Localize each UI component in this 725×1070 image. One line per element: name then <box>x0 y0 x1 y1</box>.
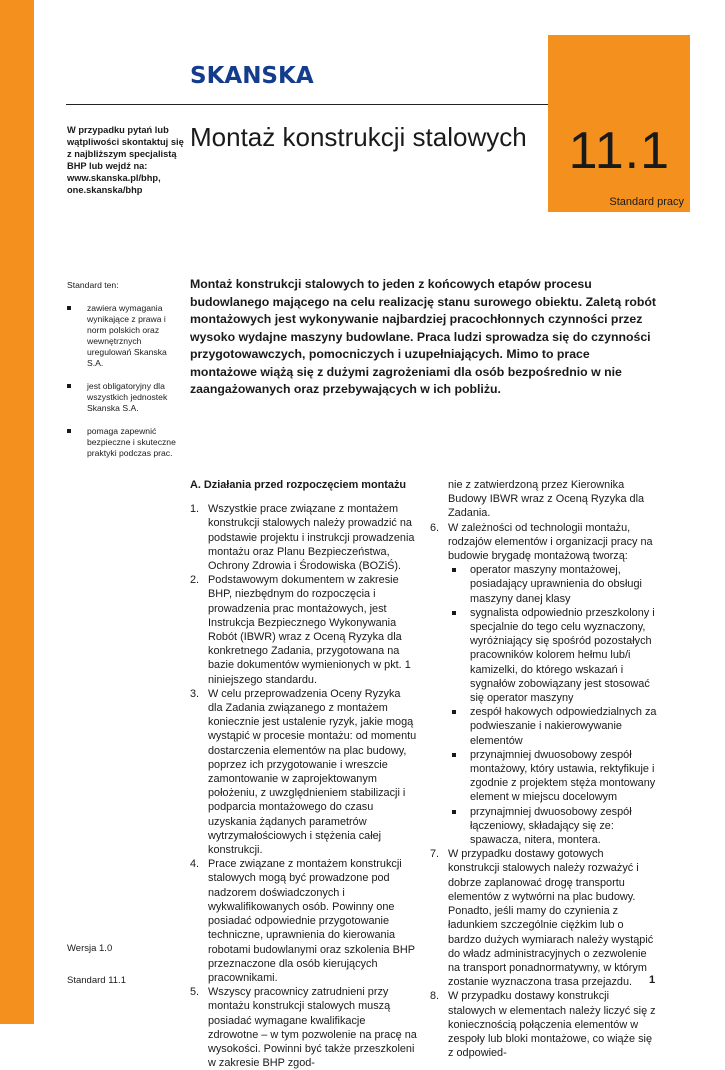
intro-paragraph: Montaż konstrukcji stalowych to jeden z końcowych etapów procesu budowlanego mającego na celu realizację stanu surowego obiektu. Zaletą robót montażowych jest wykonywanie najbardziej pracochłonnych czynności przez wysoko wydajne maszyny budowlane. Praca ludzi sprowadza się do czynności przygotowawczych, pomocniczych i uzupełniających. Mimo to prace montażowe wiążą się z dużymi zagrożeniami dla osób bezpośrednio w nie zaangażowanych oraz przebywających w ich pobliżu. <box>190 277 657 396</box>
list-item: 1. Wszystkie prace związane z montażem konstrukcji stalowych należy prowadzić na podstawie projektu i instrukcji prowadzenia montażu oraz Planu Bezpieczeństwa, Ochrony Zdrowia i Środowiska (BOZiŚ). <box>190 503 415 573</box>
bullet-icon <box>452 568 456 572</box>
sidebar-heading: Standard ten: <box>67 280 119 290</box>
standard-number: 11.1 <box>568 122 670 180</box>
bullet-icon <box>452 611 456 615</box>
list-item: 5. Wszyscy pracownicy zatrudnieni przy montażu konstrukcji stalowych muszą posiadać wymagane kwalifikacje zdrowotne – w tym pozwolenie na pracę na wysokości. Powinni być także przeszkoleni w zakresie BHP zgod- <box>190 986 417 1070</box>
list-item: 8. W przypadku dostawy konstrukcji stalowych w elementach należy liczyć się z koniecznością połączenia elementów w zespoły lub bloki montażowe, co wiąże się z odpowied- <box>430 990 656 1060</box>
continued-text: nie z zatwierdzoną przez Kierownika Budowy IBWR wraz z Oceną Ryzyka dla Zadania. <box>448 479 645 520</box>
standard-badge <box>548 35 690 212</box>
bullet-icon <box>67 384 71 388</box>
sidebar-item: pomaga zapewnić bezpieczne i skuteczne praktyki podczas prac. <box>67 426 182 459</box>
sub-list-item: przynajmniej dwuosobowy zespół montażowy, który ustawia, rektyfikuje i zgodnie z projektem stęża montowany element w miejscu docelowym <box>448 748 658 805</box>
list-item: 3. W celu przeprowadzenia Oceny Ryzyka dla Zadania związanego z montażem koniecznie jest ustalenie ryzyk, jakie mogą wystąpić w procesie montażu: od momentu dostarczenia elementów na plac budowy, poprzez ich przygotowanie i wreszcie zamontowanie w zaprojektowanym położeniu, z uwzględnieniem stabilizacji i podparcia montażowego do czasu uzyskania żądanych parametrów wytrzymałościowych i stężenia całej konstrukcji. <box>190 687 417 857</box>
sidebar-list <box>67 303 182 459</box>
sidebar-item: zawiera wymagania wynikające z prawa i norm polskich oraz wewnętrznych uregulowań Skanska S.A. <box>67 303 182 369</box>
skanska-logo: SKANSKA <box>190 63 314 89</box>
sub-list-item: zespół hakowych odpowiedzialnych za podwieszanie i nakierowywanie elementów <box>448 705 658 748</box>
bullet-icon <box>452 753 456 757</box>
version-label: Wersja 1.0 <box>67 943 113 954</box>
sub-list-item: przynajmniej dwuosobowy zespół łączeniowy, składający się ze: spawacza, nitera, montera. <box>448 805 658 848</box>
sub-list <box>448 563 658 847</box>
standard-label: Standard pracy <box>609 196 684 208</box>
footer-standard: Standard 11.1 <box>67 975 126 986</box>
sub-list-item: sygnalista odpowiednio przeszkolony i specjalnie do tego celu wyznaczony, wyróżniający się spośród pozostałych pracowników kolorem hełmu lub/i kamizelki, do którego wskazań i sygnałów zobowiązany jest stosować się operator maszyny <box>448 606 658 705</box>
page-number: 1 <box>649 974 656 986</box>
bullet-icon <box>452 810 456 814</box>
contact-note: W przypadku pytań lub wątpliwości skontaktuj się z najbliższym specjalistą BHP lub wejdź na: www.skanska.pl/bhp, one.skanska/bhp <box>67 125 184 195</box>
list-item: 6. W zależności od technologii montażu, rodzajów elementów i organizacji pracy na budowie brygadę montażową tworzą: operator maszyny montażowej, posiadający uprawnienia do obsługi maszyny danej klasy sygnalista odpowiednio przeszkolony i specjalnie do tego celu wyznaczony, wyróżniający się spośród pozostałych pracowników kolorem hełmu lub/i kamizelki, do którego wskazań i sygnałów zobowiązany jest stosować się operator maszyny zespół hakowych odpowiedzialnych za podwieszanie i nakierowywanie elementów przynajmniej dwuosobowy zespół montażowy, który ustawia, rektyfikuje i zgodnie z projektem stęża montowany element w miejscu docelowym przynajmniej dwuosobowy zespół łączeniowy, składający się ze: spawacza, nitera, montera. <box>430 521 657 847</box>
bullet-icon <box>67 429 71 433</box>
column-right <box>430 478 658 1060</box>
sub-list-item: operator maszyny montażowej, posiadający uprawnienia do obsługi maszyny danej klasy <box>448 563 658 606</box>
section-heading: A. Działania przed rozpoczęciem montażu <box>190 479 407 491</box>
left-accent-bar <box>0 0 34 1024</box>
list-item: 2. Podstawowym dokumentem w zakresie BHP, niezbędnym do rozpoczęcia i prowadzenia prac montażowych, jest Instrukcja Bezpiecznego Wykonywania Robót (IBWR) wraz z Oceną Ryzyka dla konkretnego Zadania, przygotowana na bazie dokumentów wymienionych w pkt. 1 niniejszego standardu. <box>190 574 411 686</box>
list-item: 4. Prace związane z montażem konstrukcji stalowych mogą być prowadzone pod nadzorem doświadczonych i wykwalifikowanych osób. Powinny one posiadać odpowiednie przygotowanie techniczne, uprawnienia do kierowania robotami budowlanymi oraz szkolenia BHP przeznaczone dla osób kierujących pracownikami. <box>190 858 415 984</box>
sidebar-item: jest obligatoryjny dla wszystkich jednostek Skanska S.A. <box>67 381 182 414</box>
page-title: Montaż konstrukcji stalowych <box>190 122 527 152</box>
list-item: 7. W przypadku dostawy gotowych konstrukcji stalowych należy rozważyć i dobrze zaplanować drogę transportu elementów z wytwórni na plac budowy. Ponadto, jeśli mamy do czynienia z ładunkiem szczególnie ciężkim lub o bardzo dużych wymiarach należy wystąpić do władz administracyjnych o zezwolenie na transport ponadnormatywny, w którym zostanie wyznaczona trasa przejazdu. <box>430 848 654 989</box>
column-left <box>190 478 418 1070</box>
bullet-icon <box>67 306 71 310</box>
bullet-icon <box>452 710 456 714</box>
sidebar <box>67 280 182 471</box>
